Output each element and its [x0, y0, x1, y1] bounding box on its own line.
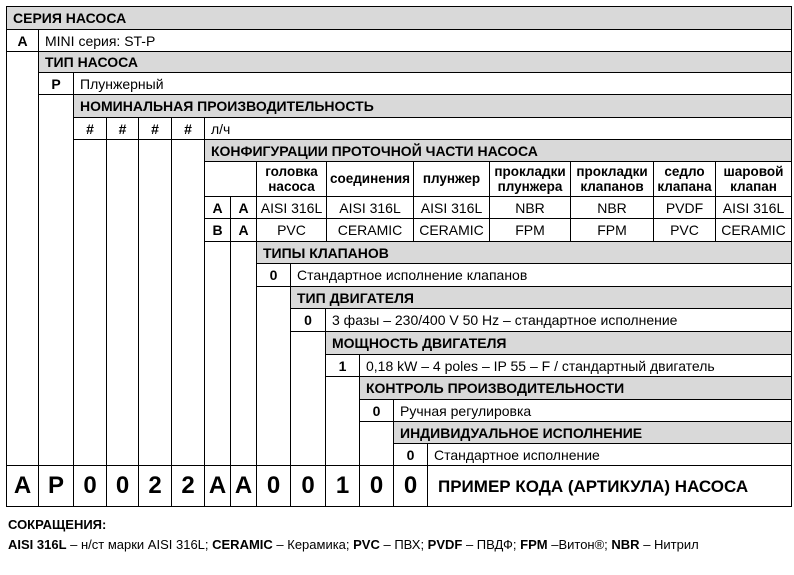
valves-spine: [256, 286, 291, 466]
legend-term: NBR: [611, 537, 640, 552]
type-header: ТИП НАСОСА: [38, 51, 792, 73]
config-col-ball-valve: шаровой клапан: [715, 161, 792, 197]
config-col-connections: соединения: [326, 161, 414, 197]
config-row-code: A: [230, 218, 257, 242]
config-cell: AISI 316L: [715, 196, 792, 219]
capacity-header: НОМИНАЛЬНАЯ ПРОИЗВОДИТЕЛЬНОСТЬ: [73, 94, 792, 118]
motor-spine: [290, 331, 326, 466]
config-cell: AISI 316L: [256, 196, 327, 219]
example-char: 2: [171, 465, 205, 507]
config-row-code: B: [204, 218, 231, 242]
legend-desc: – Керамика;: [272, 537, 354, 552]
config-cell: PVC: [256, 218, 327, 242]
series-code: A: [6, 29, 39, 52]
legend-title: СОКРАЩЕНИЯ:: [8, 517, 107, 532]
config-col-valve-seat: седло клапана: [653, 161, 716, 197]
valves-header: ТИПЫ КЛАПАНОВ: [256, 241, 792, 264]
power-header: МОЩНОСТЬ ДВИГАТЕЛЯ: [325, 331, 792, 355]
capacity-digit: #: [73, 117, 107, 140]
capacity-spine: [106, 139, 139, 466]
config-row-code: A: [204, 196, 231, 219]
legend-desc: – ПВДФ;: [462, 537, 521, 552]
example-char: A: [6, 465, 39, 507]
legend-term: AISI 316L: [8, 537, 67, 552]
legend-desc: – Нитрил: [639, 537, 699, 552]
legend-term: FPM: [520, 537, 548, 552]
power-spine: [325, 376, 360, 466]
config-cell: CERAMIC: [715, 218, 792, 242]
example-char: A: [204, 465, 231, 507]
config-cell: FPM: [570, 218, 654, 242]
power-code: 1: [325, 354, 360, 377]
config-spine: [204, 241, 231, 466]
config-cell: AISI 316L: [413, 196, 490, 219]
legend-desc: –Витон®;: [547, 537, 612, 552]
type-spine: [38, 94, 74, 466]
capacity-spine: [138, 139, 172, 466]
example-char: 0: [256, 465, 291, 507]
legend-line: [8, 537, 699, 552]
motor-value: 3 фазы – 230/400 V 50 Hz – стандартное исполнение: [325, 308, 792, 332]
example-char: 0: [106, 465, 139, 507]
config-spine: [230, 241, 257, 466]
capacity-digit: #: [171, 117, 205, 140]
config-blank-header: [204, 161, 257, 197]
config-col-plunger: плунжер: [413, 161, 490, 197]
capacity-spine: [73, 139, 107, 466]
type-code: P: [38, 72, 74, 95]
capacity-digit: #: [138, 117, 172, 140]
config-cell: FPM: [489, 218, 571, 242]
config-cell: PVC: [653, 218, 716, 242]
series-header: СЕРИЯ НАСОСА: [6, 6, 792, 30]
config-cell: AISI 316L: [326, 196, 414, 219]
motor-header: ТИП ДВИГАТЕЛЯ: [290, 286, 792, 309]
config-header: КОНФИГУРАЦИИ ПРОТОЧНОЙ ЧАСТИ НАСОСА: [204, 139, 792, 162]
type-value: Плунжерный: [73, 72, 792, 95]
config-cell: CERAMIC: [326, 218, 414, 242]
legend-desc: – ПВХ;: [379, 537, 428, 552]
capacity-digit: #: [106, 117, 139, 140]
example-char: P: [38, 465, 74, 507]
config-col-valve-seals: прокладки клапанов: [570, 161, 654, 197]
capacity-spine: [171, 139, 205, 466]
control-header: КОНТРОЛЬ ПРОИЗВОДИТЕЛЬНОСТИ: [359, 376, 792, 400]
custom-value: Стандартное исполнение: [427, 443, 792, 466]
example-char: 0: [73, 465, 107, 507]
series-spine: [6, 51, 39, 466]
legend-term: CERAMIC: [212, 537, 273, 552]
valves-code: 0: [256, 263, 291, 287]
example-char: 1: [325, 465, 360, 507]
config-row-code: A: [230, 196, 257, 219]
config-cell: PVDF: [653, 196, 716, 219]
example-char: A: [230, 465, 257, 507]
config-cell: NBR: [489, 196, 571, 219]
motor-code: 0: [290, 308, 326, 332]
power-value: 0,18 kW – 4 poles – IP 55 – F / стандартный двигатель: [359, 354, 792, 377]
control-spine: [359, 421, 394, 466]
control-code: 0: [359, 399, 394, 422]
legend-term: PVDF: [427, 537, 463, 552]
custom-code: 0: [393, 443, 428, 466]
control-value: Ручная регулировка: [393, 399, 792, 422]
custom-header: ИНДИВИДУАЛЬНОЕ ИСПОЛНЕНИЕ: [393, 421, 792, 444]
config-cell: CERAMIC: [413, 218, 490, 242]
example-char: 0: [290, 465, 326, 507]
example-char: 2: [138, 465, 172, 507]
config-col-plunger-seals: прокладки плунжера: [489, 161, 571, 197]
example-char: 0: [393, 465, 428, 507]
example-char: 0: [359, 465, 394, 507]
config-cell: NBR: [570, 196, 654, 219]
capacity-unit: л/ч: [204, 117, 792, 140]
legend-desc: – н/ст марки AISI 316L;: [66, 537, 213, 552]
config-col-head: головка насоса: [256, 161, 327, 197]
series-value: MINI серия: ST-P: [38, 29, 792, 52]
valves-value: Стандартное исполнение клапанов: [290, 263, 792, 287]
legend-term: PVC: [353, 537, 380, 552]
example-label: ПРИМЕР КОДА (АРТИКУЛА) НАСОСА: [427, 465, 792, 507]
